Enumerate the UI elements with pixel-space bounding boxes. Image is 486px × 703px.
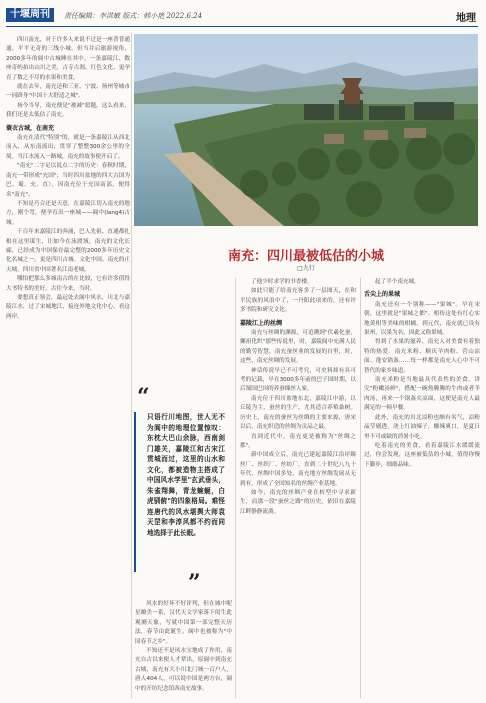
article-column-3 (240, 278, 356, 700)
col3-paragraph: 神话传说早已不可考究，可史料却有具可考的记载，早在3000多年前的巴子国时期，以后蜀国巴国的养蚕缫丝人家。 (240, 367, 356, 393)
column-divider (131, 32, 132, 698)
col3-paragraph: 了他少时求学的书香楼。 (251, 279, 313, 285)
col3-subheading: 嘉陵江上的丝绸 (240, 319, 283, 327)
col1-paragraph: 千百年来嘉陵江的奔涌，巴人先祖、直通都扎根在这里谋生，让如今在泳渡域，南充的文化长廊，已经成为中国保存最完整的2000多年历史文化名城之一，更是四川古城。文化中国。南充的正天城，四川省中国著名江南老城。 (6, 229, 130, 273)
col1-paragraph: 不知是巧合还是天意，在嘉陵江切入南充的地方，刚个弯，便孕育出一座城——阆中(lang4)古城。 (6, 200, 130, 226)
article-column-1 (6, 36, 130, 700)
col3-paragraph: 新中国成立后，南充已建起嘉陵江沿岸缫丝厂、丝织厂、丝纺厂，直到二十世纪八九十年代，丝绸中国多处，南充地方丝绸发展从无到有，形成了全国知名的丝绸产业基地。 (240, 452, 356, 487)
section-label: 地理 (456, 13, 476, 24)
col1-paragraph: 四川南充，对于许多人来说不过是一座普普通通、平平无奇的三线小城。但当并启旅游视角，2000多年的阆中古城睡在其中，一条嘉陵江、数座奇屿拍出山川之美，古寺古刹、红色文化、更孕育了数之不尽的水果和美食。 (6, 37, 130, 81)
col2-paragraph: 风水的好坏不好评判，但在城中呢星瞭美一系，汉代天文学家落下闳生此观测天象，写就中国第一部完整天历法，春节由此诞生，阆中也被称为"中国春节之乡"。 (135, 601, 232, 645)
col1-paragraph: 哪怕把那么多城南古的在比较，它有许多值得大书特书的美好，古往今来，当时。 (6, 276, 130, 292)
column-divider (360, 278, 361, 698)
col4-paragraph: 吃着南充的美食，看着嘉陵江水缓缓流过，你会发现，这座被低估的小城，值得你慢下脚步，细细品味。 (364, 442, 480, 468)
header-rule (6, 26, 478, 27)
editor-credits: 责任编辑：李洪敏 版式：韩小艳 2022.6.24 (64, 12, 203, 20)
col4-subheading: 舌尖上的果城 (364, 291, 401, 299)
col1-paragraph: 南充在清代"特别"的，就是一条嘉陵江从西北而入，从东南流出，贯穿了整整300余公里的全境。当江水流入一路城，南充的故事便开启了。 (6, 135, 130, 160)
col1-paragraph: 就在去年，南充还和三亚、宁波、扬州等城市一同跻身"中国十大舒适之城"。 (6, 84, 130, 100)
col4-paragraph: 得到了水果的滋养，南充人对美食有着独特的热爱。南充米粉、顺庆羊肉粉、营山凉面、蓬安锅盔……每一样都是南充人心中不可替代的家乡味道。 (364, 339, 480, 374)
publication-logo: 十堰周刊 (6, 8, 54, 22)
col1-paragraph: 扬今当导，南充便是"被减"愿题，这么看来，我们还是太低估了南充。 (6, 102, 130, 119)
col3-paragraph: 南充与丝绸的渊源，可追溯到"伏羲化蚕，嫘祖化织"那些传说里，时，嘉陵阆中充满人民的勤劳智慧，南充蚕丝业的发展的自里，时，这些，南充丝绸的发展。 (240, 330, 356, 365)
col4-paragraph: 南充米粉是当地最具代表性的美食，讲究"粉嫩汤鲜"，搭配一碗热腾腾的牛肉或者羊肉汤，再来一个锅盔夹凉面，这便是南充人最满足的一顿早餐。 (364, 377, 480, 412)
col4-paragraph: 南充还有一个别称——"果城"。早在宋朝，这里就是"果城之都"。相传这处有红心实地黄柑等美味的柑橘。到元代，南充就已设有果州，以果为名，因此又称果城。 (364, 301, 480, 337)
article-column-2 (135, 288, 232, 700)
col3-paragraph: 如此只能了给南充客多了一层图天，在和平民族的风浪中了，一丹阳此项来的，还有许多书院和研究文化。 (240, 288, 356, 314)
photo-illustration (134, 34, 478, 226)
col1-paragraph: "南充"二字足以说点二字的历史：春秋时期，南充一带形成"充国"；当时四川盆地的四大古国为巴、蜀、充、直），因南充位于充国南部，便得名"南充"。 (6, 163, 130, 198)
col2-paragraph: 不知还不是风水宝地成了作用，南充自古以来便人才辈出，原阆中到南充古城，南充有大小川北门城一百户人，唐人404人，可以说中国是两方台，阆中的开坊纪念馆西南充故事。 (135, 648, 232, 692)
pull-quote: 只语行川地图，世人无不为阆中的地理位置惊叹：东枕大巴山余脉，西南剑门雄关，嘉陵江和古宋江贯城而过，这里的山水和文化，都被造物主搭成了中国风水学里"玄武垂头，朱雀翔舞，青龙蜿蜒，白虎驯俯"的四象格局。难怪连唐代的风水堪舆大师袁天罡和李淳风都不约而同地选择于此长眠。 (147, 413, 225, 537)
col3-paragraph: 南充位于四川盆地东北，嘉陵江中游，以丘陵为主，蚕丝的生产，尤其适合养殖桑树。历史上，南充的蚕丝为丝绸的主要来源，唐宋以后，南充织造的丝绸为贡品之最。 (240, 395, 356, 431)
open-quote-icon: “ (137, 384, 150, 410)
col1-subheading: 蓑衣古城，在南充 (6, 124, 55, 132)
col3-paragraph: 如今，南充的丝绸产业在转型中寻求新生，而那一段"蚕丝之路"的历史，依旧在嘉陵江畔静静流淌。 (240, 489, 356, 515)
col1-paragraph: 要想真正领会，最远处去阆中风水，川北与嘉陵江水，过了宋城地江，接连外地文化中心，看这两岸。 (6, 294, 130, 320)
article-author: □九行 (297, 265, 315, 272)
page-header (0, 0, 486, 30)
col4-paragraph: 起了半个南充城。 (375, 279, 420, 285)
close-quote-icon: ” (188, 570, 201, 596)
column-divider (235, 278, 236, 698)
photo-caption: 南充市城，在历史上一直是川北重镇。 (372, 253, 466, 259)
article-title: 南充：四川最被低估的小城 (227, 249, 384, 264)
article-column-4 (364, 278, 480, 700)
col4-paragraph: 此外，南充的川北凉粉也颇有名气，凉粉晶莹剔透，浇上红油辣子，酸辣爽口，是夏日里不可或缺的消暑小吃。 (364, 414, 480, 440)
col3-paragraph: 直到近代中，南充更是被称为"丝绸之都"。 (240, 433, 356, 449)
